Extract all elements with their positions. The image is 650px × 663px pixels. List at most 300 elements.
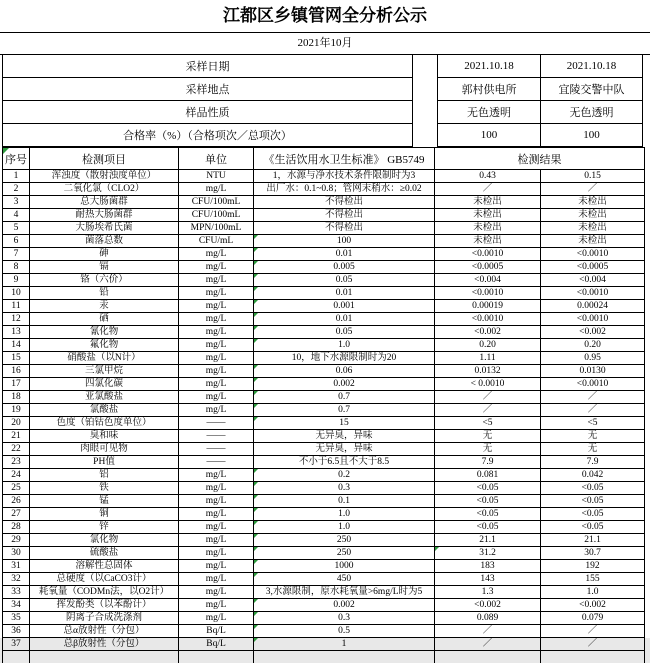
cell-item: 臭和味 xyxy=(30,430,179,443)
cell-unit: mg/L xyxy=(179,378,254,391)
cell-item: 镉 xyxy=(30,261,179,274)
table-row xyxy=(3,170,645,183)
cell-no: 28 xyxy=(3,521,30,534)
table-row xyxy=(3,456,645,469)
error-indicator-triangle xyxy=(254,638,258,642)
cell-result-1: ／ xyxy=(435,638,541,651)
cell-standard: 0.01 xyxy=(254,287,435,300)
cell-result-2: 0.042 xyxy=(541,469,645,482)
cell-standard: 0.05 xyxy=(254,326,435,339)
cell-result-1: ／ xyxy=(435,404,541,417)
cell-unit: mg/L xyxy=(179,560,254,573)
cell-result-2: ／ xyxy=(541,183,645,196)
cell-item: 氯酸盐 xyxy=(30,404,179,417)
table-row xyxy=(3,469,645,482)
empty-cell xyxy=(435,651,541,663)
cell-standard: 0.7 xyxy=(254,391,435,404)
cell-unit: mg/L xyxy=(179,521,254,534)
cell-no: 36 xyxy=(3,625,30,638)
cell-no: 20 xyxy=(3,417,30,430)
cell-unit: mg/L xyxy=(179,391,254,404)
cell-no: 14 xyxy=(3,339,30,352)
cell-result-2: <0.004 xyxy=(541,274,645,287)
cell-result-1: 无 xyxy=(435,443,541,456)
cell-standard: 1 xyxy=(254,638,435,651)
cell-result-2: 30.7 xyxy=(541,547,645,560)
cell-unit: mg/L xyxy=(179,183,254,196)
table-row xyxy=(3,482,645,495)
error-indicator-triangle xyxy=(254,365,258,369)
cell-standard: 无异臭，异味 xyxy=(254,443,435,456)
cell-unit: CFU/100mL xyxy=(179,209,254,222)
cell-item: 总大肠菌群 xyxy=(30,196,179,209)
error-indicator-triangle xyxy=(254,248,258,252)
table-row xyxy=(3,612,645,625)
cell-standard: 不得检出 xyxy=(254,209,435,222)
cell-item: 四氯化碳 xyxy=(30,378,179,391)
cell-result-1: ／ xyxy=(435,391,541,404)
cell-unit: mg/L xyxy=(179,612,254,625)
cell-no: 13 xyxy=(3,326,30,339)
table-row xyxy=(3,352,645,365)
empty-cell xyxy=(30,651,179,663)
cell-result-2: ／ xyxy=(541,404,645,417)
cell-unit: mg/L xyxy=(179,495,254,508)
cell-result-2: 0.079 xyxy=(541,612,645,625)
cell-no: 11 xyxy=(3,300,30,313)
cell-standard: 450 xyxy=(254,573,435,586)
cell-unit: mg/L xyxy=(179,300,254,313)
cell-no: 7 xyxy=(3,248,30,261)
cell-result-1: 21.1 xyxy=(435,534,541,547)
cell-no: 34 xyxy=(3,599,30,612)
cell-result-2: <0.05 xyxy=(541,508,645,521)
table-row xyxy=(3,235,645,248)
error-indicator-triangle xyxy=(254,560,258,564)
error-indicator-triangle xyxy=(254,482,258,486)
cell-result-1: <0.0005 xyxy=(435,261,541,274)
cell-result-2: <0.0010 xyxy=(541,313,645,326)
cell-unit: mg/L xyxy=(179,287,254,300)
cell-result-1: <0.004 xyxy=(435,274,541,287)
cell-result-1: <0.0010 xyxy=(435,313,541,326)
table-row xyxy=(3,183,645,196)
cell-item: 耗氧量（CODMn法，以O2计） xyxy=(30,586,179,599)
cell-result-1: 未检出 xyxy=(435,235,541,248)
cell-no: 30 xyxy=(3,547,30,560)
empty-cell xyxy=(3,651,30,663)
cell-no: 32 xyxy=(3,573,30,586)
cell-result-1: <0.05 xyxy=(435,482,541,495)
sampling-location-site2: 宜陵交警中队 xyxy=(540,78,643,101)
error-indicator-triangle xyxy=(254,339,258,343)
cell-standard: 1，水源与净水技术条件限制时为3 xyxy=(254,170,435,183)
cell-item: 亚氯酸盐 xyxy=(30,391,179,404)
error-indicator-triangle xyxy=(254,625,258,629)
results-table xyxy=(2,147,645,663)
cell-item: 锌 xyxy=(30,521,179,534)
cell-unit: mg/L xyxy=(179,586,254,599)
cell-result-1: <0.002 xyxy=(435,326,541,339)
cell-item: 氯化物 xyxy=(30,534,179,547)
cell-result-2: 无 xyxy=(541,430,645,443)
cell-unit: mg/L xyxy=(179,508,254,521)
cell-result-2: <0.0010 xyxy=(541,378,645,391)
cell-result-1: 0.0132 xyxy=(435,365,541,378)
info-gap xyxy=(413,124,437,147)
table-header-row xyxy=(3,148,645,170)
info-label-sample-nature: 样品性质 xyxy=(2,101,413,124)
cell-result-1: <0.0010 xyxy=(435,287,541,300)
cell-result-2: 0.00024 xyxy=(541,300,645,313)
cell-no: 6 xyxy=(3,235,30,248)
table-row xyxy=(3,586,645,599)
cell-item: PH值 xyxy=(30,456,179,469)
cell-unit: —— xyxy=(179,417,254,430)
cell-no: 33 xyxy=(3,586,30,599)
error-indicator-triangle xyxy=(254,313,258,317)
cell-result-2: ／ xyxy=(541,638,645,651)
cell-result-2: 0.15 xyxy=(541,170,645,183)
cell-unit: mg/L xyxy=(179,274,254,287)
cell-no: 21 xyxy=(3,430,30,443)
error-indicator-triangle xyxy=(254,404,258,408)
cell-result-1: < 0.0010 xyxy=(435,378,541,391)
cell-item: 溶解性总固体 xyxy=(30,560,179,573)
cell-result-1: <0.05 xyxy=(435,495,541,508)
page-title: 江都区乡镇管网全分析公示 xyxy=(0,0,650,33)
cell-unit: Bq/L xyxy=(179,638,254,651)
cell-result-1: <0.05 xyxy=(435,508,541,521)
cell-unit: mg/L xyxy=(179,469,254,482)
cell-item: 浑浊度（散射浊度单位） xyxy=(30,170,179,183)
cell-result-1: 未检出 xyxy=(435,222,541,235)
info-gap xyxy=(413,55,437,78)
cell-no: 19 xyxy=(3,404,30,417)
info-label-sampling-date: 采样日期 xyxy=(2,55,413,78)
info-gap xyxy=(413,101,437,124)
cell-no: 23 xyxy=(3,456,30,469)
cell-item: 硒 xyxy=(30,313,179,326)
cell-standard: 1.0 xyxy=(254,339,435,352)
cell-standard: 0.005 xyxy=(254,261,435,274)
cell-result-2: 无 xyxy=(541,443,645,456)
cell-standard: 0.5 xyxy=(254,625,435,638)
cell-result-2: ／ xyxy=(541,391,645,404)
cell-result-1: 1.3 xyxy=(435,586,541,599)
partial-row xyxy=(3,651,645,663)
cell-result-2: 21.1 xyxy=(541,534,645,547)
cell-unit: mg/L xyxy=(179,599,254,612)
error-indicator-triangle xyxy=(254,508,258,512)
pass-rate-site2: 100 xyxy=(540,124,643,147)
error-indicator-triangle xyxy=(254,274,258,278)
table-row xyxy=(3,638,645,651)
table-row xyxy=(3,196,645,209)
cell-unit: mg/L xyxy=(179,404,254,417)
table-row xyxy=(3,573,645,586)
cell-standard: 3,水源限制，原水耗氧量>6mg/L时为5 xyxy=(254,586,435,599)
cell-no: 10 xyxy=(3,287,30,300)
cell-standard: 0.002 xyxy=(254,378,435,391)
cell-unit: mg/L xyxy=(179,573,254,586)
cell-standard: 100 xyxy=(254,235,435,248)
cell-standard: 250 xyxy=(254,547,435,560)
table-row xyxy=(3,417,645,430)
cell-result-1: 183 xyxy=(435,560,541,573)
cell-standard: 10，地下水源限制时为20 xyxy=(254,352,435,365)
cell-result-2: <0.05 xyxy=(541,495,645,508)
cell-no: 1 xyxy=(3,170,30,183)
cell-result-1: ／ xyxy=(435,625,541,638)
cell-result-1: 31.2 xyxy=(435,547,541,560)
error-indicator-triangle xyxy=(254,573,258,577)
cell-item: 大肠埃希氏菌 xyxy=(30,222,179,235)
cell-no: 35 xyxy=(3,612,30,625)
error-indicator-triangle xyxy=(254,612,258,616)
cell-result-1: 0.089 xyxy=(435,612,541,625)
cell-result-1: 无 xyxy=(435,430,541,443)
cell-result-2: <0.0005 xyxy=(541,261,645,274)
cell-no: 18 xyxy=(3,391,30,404)
cell-no: 12 xyxy=(3,313,30,326)
cell-no: 29 xyxy=(3,534,30,547)
cell-unit: mg/L xyxy=(179,352,254,365)
sample-info-section xyxy=(2,55,643,147)
sampling-location-site1: 郭村供电所 xyxy=(437,78,540,101)
error-indicator-triangle xyxy=(435,547,439,551)
table-row xyxy=(3,443,645,456)
table-row xyxy=(3,365,645,378)
sample-nature-site2: 无色透明 xyxy=(540,101,643,124)
cell-item: 二氧化氯（CLO2） xyxy=(30,183,179,196)
info-label-sampling-location: 采样地点 xyxy=(2,78,413,101)
table-row xyxy=(3,300,645,313)
cell-standard: 250 xyxy=(254,534,435,547)
cell-result-2: <0.05 xyxy=(541,521,645,534)
cell-result-1: 未检出 xyxy=(435,196,541,209)
error-indicator-triangle xyxy=(254,521,258,525)
cell-item: 铝 xyxy=(30,469,179,482)
cell-item: 色度（铂钴色度单位） xyxy=(30,417,179,430)
cell-standard: 0.01 xyxy=(254,248,435,261)
table-row xyxy=(3,625,645,638)
cell-item: 汞 xyxy=(30,300,179,313)
cell-item: 耐热大肠菌群 xyxy=(30,209,179,222)
cell-no: 16 xyxy=(3,365,30,378)
header-result: 检测结果 xyxy=(435,148,645,170)
cell-item: 铅 xyxy=(30,287,179,300)
error-indicator-triangle xyxy=(254,534,258,538)
cell-standard: 不得检出 xyxy=(254,222,435,235)
cell-unit: —— xyxy=(179,443,254,456)
cell-unit: mg/L xyxy=(179,547,254,560)
table-row xyxy=(3,508,645,521)
cell-standard: 0.05 xyxy=(254,274,435,287)
cell-standard: 0.01 xyxy=(254,313,435,326)
pass-rate-site1: 100 xyxy=(437,124,540,147)
cell-item: 阴离子合成洗涤剂 xyxy=(30,612,179,625)
info-gap xyxy=(413,78,437,101)
error-indicator-triangle xyxy=(254,469,258,473)
cell-no: 17 xyxy=(3,378,30,391)
error-indicator-triangle xyxy=(254,495,258,499)
cell-item: 菌落总数 xyxy=(30,235,179,248)
cell-result-2: 155 xyxy=(541,573,645,586)
cell-item: 总硬度（以CaCO3计） xyxy=(30,573,179,586)
cell-no: 9 xyxy=(3,274,30,287)
empty-cell xyxy=(179,651,254,663)
table-row xyxy=(3,430,645,443)
cell-standard: 1.0 xyxy=(254,508,435,521)
cell-unit: CFU/100mL xyxy=(179,196,254,209)
sampling-date-site2: 2021.10.18 xyxy=(540,55,643,78)
error-indicator-triangle xyxy=(254,547,258,551)
cell-result-2: 0.0130 xyxy=(541,365,645,378)
cell-no: 27 xyxy=(3,508,30,521)
cell-standard: 0.2 xyxy=(254,469,435,482)
table-row xyxy=(3,313,645,326)
cell-unit: Bq/L xyxy=(179,625,254,638)
error-indicator-triangle xyxy=(254,235,258,239)
cell-unit: mg/L xyxy=(179,534,254,547)
cell-result-1: <0.0010 xyxy=(435,248,541,261)
cell-result-2: 未检出 xyxy=(541,222,645,235)
cell-standard: 不小于6.5且不大于8.5 xyxy=(254,456,435,469)
cell-unit: mg/L xyxy=(179,326,254,339)
results-table-body xyxy=(3,170,645,663)
table-row xyxy=(3,521,645,534)
cell-unit: —— xyxy=(179,456,254,469)
cell-result-2: 192 xyxy=(541,560,645,573)
cell-result-2: ／ xyxy=(541,625,645,638)
cell-result-2: 0.20 xyxy=(541,339,645,352)
cell-result-2: 未检出 xyxy=(541,196,645,209)
empty-cell xyxy=(541,651,645,663)
table-row xyxy=(3,261,645,274)
cell-result-1: 0.00019 xyxy=(435,300,541,313)
error-indicator-triangle xyxy=(254,417,258,421)
cell-no: 31 xyxy=(3,560,30,573)
cell-result-1: 0.43 xyxy=(435,170,541,183)
cell-item: 硫酸盐 xyxy=(30,547,179,560)
cell-result-2: <0.0010 xyxy=(541,248,645,261)
cell-no: 37 xyxy=(3,638,30,651)
report-month: 2021年10月 xyxy=(0,33,650,55)
sample-nature-site1: 无色透明 xyxy=(437,101,540,124)
cell-standard: 0.1 xyxy=(254,495,435,508)
cell-standard: 0.3 xyxy=(254,482,435,495)
cell-result-2: 1.0 xyxy=(541,586,645,599)
cell-no: 22 xyxy=(3,443,30,456)
table-row xyxy=(3,274,645,287)
cell-unit: NTU xyxy=(179,170,254,183)
cell-result-2: 未检出 xyxy=(541,209,645,222)
cell-result-1: 0.20 xyxy=(435,339,541,352)
error-indicator-triangle xyxy=(254,326,258,330)
table-row xyxy=(3,534,645,547)
cell-standard: 0.7 xyxy=(254,404,435,417)
table-row xyxy=(3,495,645,508)
cell-item: 铁 xyxy=(30,482,179,495)
cell-result-1: 7.9 xyxy=(435,456,541,469)
cell-result-2: <5 xyxy=(541,417,645,430)
cell-result-2: <0.05 xyxy=(541,482,645,495)
cell-no: 24 xyxy=(3,469,30,482)
table-row xyxy=(3,287,645,300)
table-row xyxy=(3,391,645,404)
cell-no: 2 xyxy=(3,183,30,196)
error-indicator-triangle xyxy=(254,261,258,265)
cell-item: 铬（六价） xyxy=(30,274,179,287)
cell-standard: 1000 xyxy=(254,560,435,573)
cell-item: 总α放射性（分包） xyxy=(30,625,179,638)
cell-standard: 0.06 xyxy=(254,365,435,378)
cell-no: 15 xyxy=(3,352,30,365)
cell-item: 砷 xyxy=(30,248,179,261)
error-indicator-triangle xyxy=(254,391,258,395)
cell-result-1: 未检出 xyxy=(435,209,541,222)
cell-standard: 0.002 xyxy=(254,599,435,612)
sampling-date-site1: 2021.10.18 xyxy=(437,55,540,78)
table-row xyxy=(3,339,645,352)
cell-result-1: <0.05 xyxy=(435,521,541,534)
cell-unit: mg/L xyxy=(179,339,254,352)
cell-item: 铜 xyxy=(30,508,179,521)
header-item: 检测项目 xyxy=(30,148,179,170)
cell-unit: mg/L xyxy=(179,482,254,495)
cell-unit: mg/L xyxy=(179,261,254,274)
cell-result-1: <0.002 xyxy=(435,599,541,612)
table-row xyxy=(3,560,645,573)
error-indicator-triangle xyxy=(254,599,258,603)
cell-result-1: 143 xyxy=(435,573,541,586)
empty-cell xyxy=(254,651,435,663)
cell-standard: 0.3 xyxy=(254,612,435,625)
cell-unit: mg/L xyxy=(179,248,254,261)
cell-standard: 出厂水：0.1~0.8；管网末稍水：≥0.02 xyxy=(254,183,435,196)
cell-result-1: ／ xyxy=(435,183,541,196)
header-unit: 单位 xyxy=(179,148,254,170)
cell-unit: mg/L xyxy=(179,313,254,326)
cell-item: 肉眼可见物 xyxy=(30,443,179,456)
cell-unit: —— xyxy=(179,430,254,443)
cell-standard: 15 xyxy=(254,417,435,430)
header-no: 序号 xyxy=(3,148,30,170)
cell-result-2: 未检出 xyxy=(541,235,645,248)
cell-unit: CFU/mL xyxy=(179,235,254,248)
cell-result-1: <5 xyxy=(435,417,541,430)
cell-result-1: 0.081 xyxy=(435,469,541,482)
table-row xyxy=(3,326,645,339)
table-row xyxy=(3,378,645,391)
cell-result-2: <0.002 xyxy=(541,599,645,612)
table-row xyxy=(3,209,645,222)
cell-no: 8 xyxy=(3,261,30,274)
cell-unit: MPN/100mL xyxy=(179,222,254,235)
cell-no: 5 xyxy=(3,222,30,235)
table-row xyxy=(3,222,645,235)
error-indicator-triangle xyxy=(254,378,258,382)
cell-item: 氰化物 xyxy=(30,326,179,339)
table-row xyxy=(3,404,645,417)
table-row xyxy=(3,248,645,261)
cell-no: 25 xyxy=(3,482,30,495)
cell-result-2: 7.9 xyxy=(541,456,645,469)
cell-standard: 1.0 xyxy=(254,521,435,534)
cell-result-1: 1.11 xyxy=(435,352,541,365)
cell-standard: 0.001 xyxy=(254,300,435,313)
